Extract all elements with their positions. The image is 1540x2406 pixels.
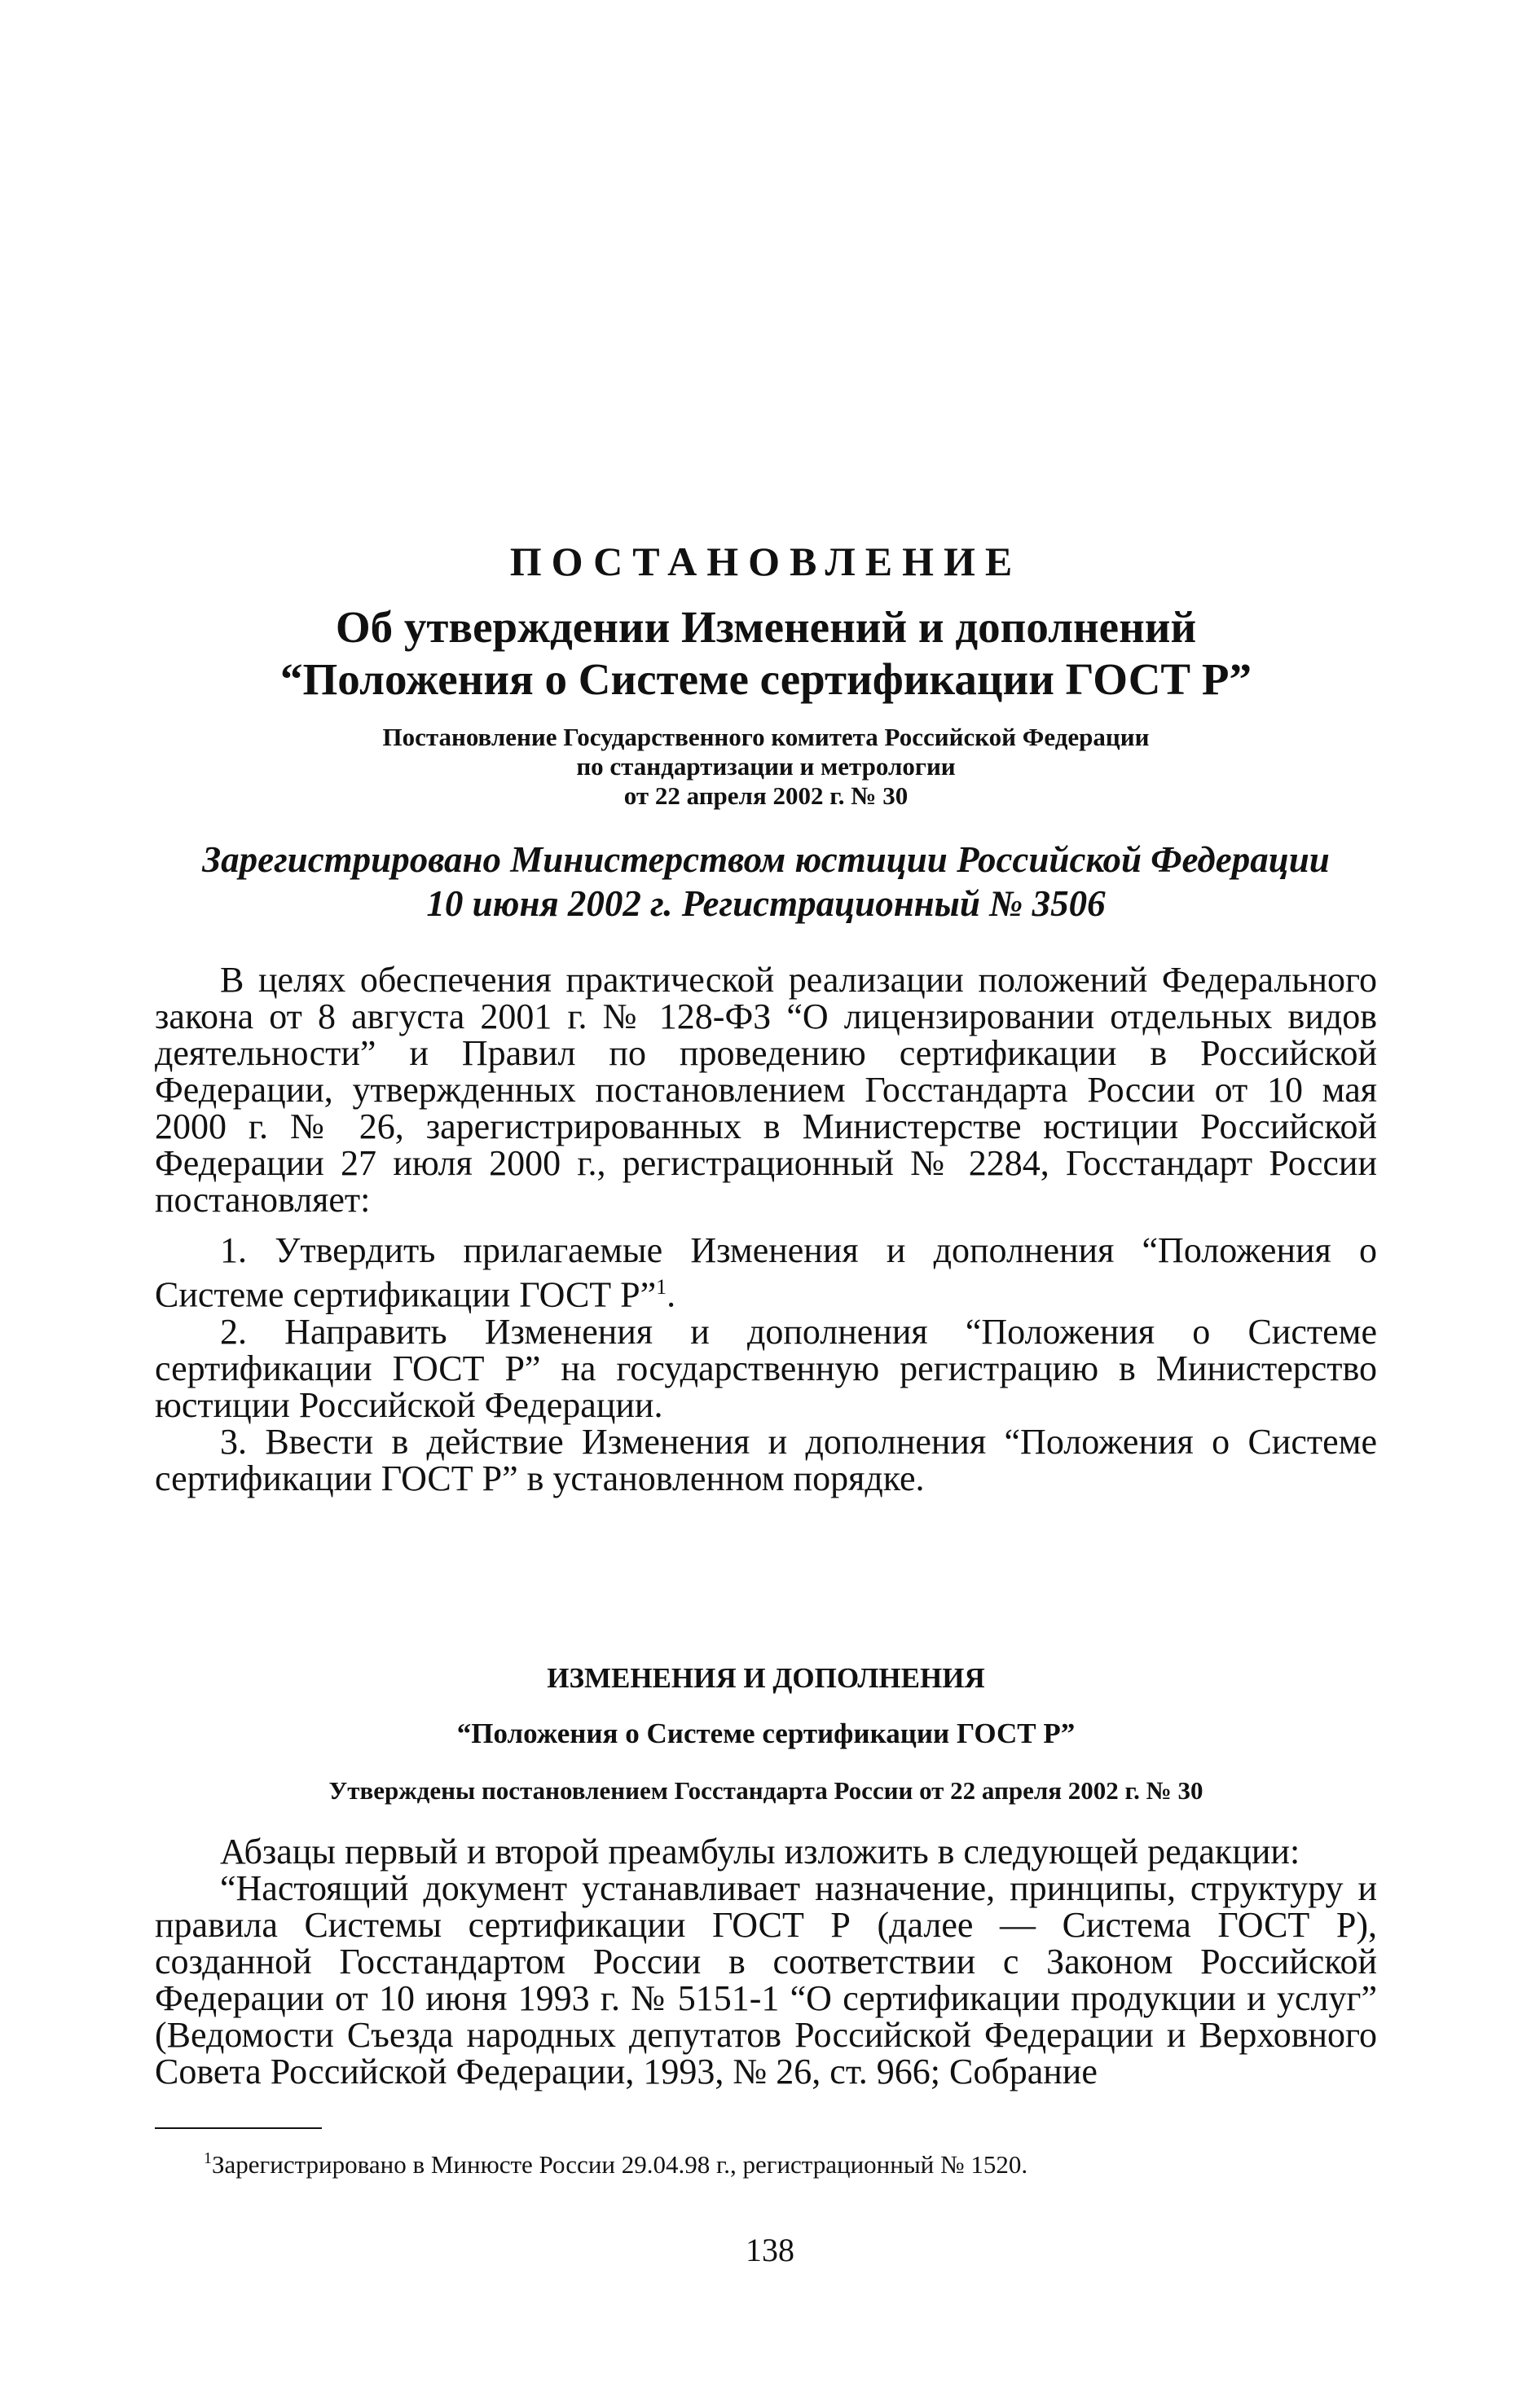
changes-paragraph: “Настоящий документ устанавливает назначение, принципы, структуру и правила Системы сертификации ГОСТ Р (далее — Система ГОСТ Р), созданной Госстандартом России в соответствии с Законом Российской Федерации от 10 июня 1993 г. № 5151-1 “О сертификации продукции и услуг” (Ведомости Съезда народных депутатов Российской Федерации и Верховного Совета Российской Федерации, 1993, № 26, ст. 966; Собрание [155,1868,1377,2092]
item-end: . [667,1274,676,1315]
document-subtitle [155,601,1377,706]
approval-note: Утверждены постановлением Госстандарта России от 22 апреля 2002 г. № 30 [328,1776,1203,1805]
footnote-mark: 1 [204,2149,212,2167]
decree-line: по стандартизации и метрологии [576,752,956,781]
page-number: 138 [746,2232,794,2268]
preamble-paragraph: В целях обеспечения практической реализации положений Федерального закона от 8 августа 2001 г. № 128-ФЗ “О лицензировании отдельных видов деятельности” и Правил по проведению сертификации в Российской Федерации, утвержденных постановлением Госстандарта России от 10 мая 2000 г. № 26, зарегистрированных в Министерстве юстиции Российской Федерации 27 июля 2000 г., регистрационный № 2284, Госстандарт России постановляет: [155,960,1377,1220]
subtitle-line: Об утверждении Изменений и дополнений [335,602,1197,652]
footnote-reference[interactable]: 1 [656,1275,667,1299]
list-item [155,1232,1377,1313]
footnote [204,2149,1027,2179]
decree-line: от 22 апреля 2002 г. № 30 [623,781,909,810]
decree-reference [155,723,1377,811]
footnote-divider [155,2127,322,2129]
subtitle-line: “Положения о Системе сертификации ГОСТ Р” [280,654,1252,704]
registration-line: Зарегистрировано Министерством юстиции Российской Федерации [202,839,1330,880]
page-title: ПОСТАНОВЛЕНИЕ [509,539,1023,584]
footnote-text: Зарегистрировано в Минюсте России 29.04.98 г., регистрационный № 1520. [212,2150,1028,2179]
changes-heading: ИЗМЕНЕНИЯ И ДОПОЛНЕНИЯ [547,1662,985,1694]
changes-body [155,1833,1377,2090]
registration-note [155,838,1377,926]
resolution-items [155,1232,1377,1497]
changes-subtitle: “Положения о Системе сертификации ГОСТ Р” [456,1718,1076,1749]
list-item: 3. Ввести в действие Изменения и дополнения “Положения о Системе сертификации ГОСТ Р” в установленном порядке. [155,1421,1377,1498]
preamble-section [155,961,1377,1218]
list-item: 2. Направить Изменения и дополнения “Положения о Системе сертификации ГОСТ Р” на государственную регистрацию в Министерство юстиции Российской Федерации. [155,1311,1377,1425]
changes-paragraph: Абзацы первый и второй преамбулы изложить в следующей редакции: [220,1832,1300,1872]
item-text: 1. Утвердить прилагаемые Изменения и дополнения “Положения о Системе сертификации ГОСТ Р” [155,1230,1377,1315]
decree-line: Постановление Государственного комитета Российской Федерации [382,723,1150,751]
registration-line: 10 июня 2002 г. Регистрационный № 3506 [426,883,1106,924]
